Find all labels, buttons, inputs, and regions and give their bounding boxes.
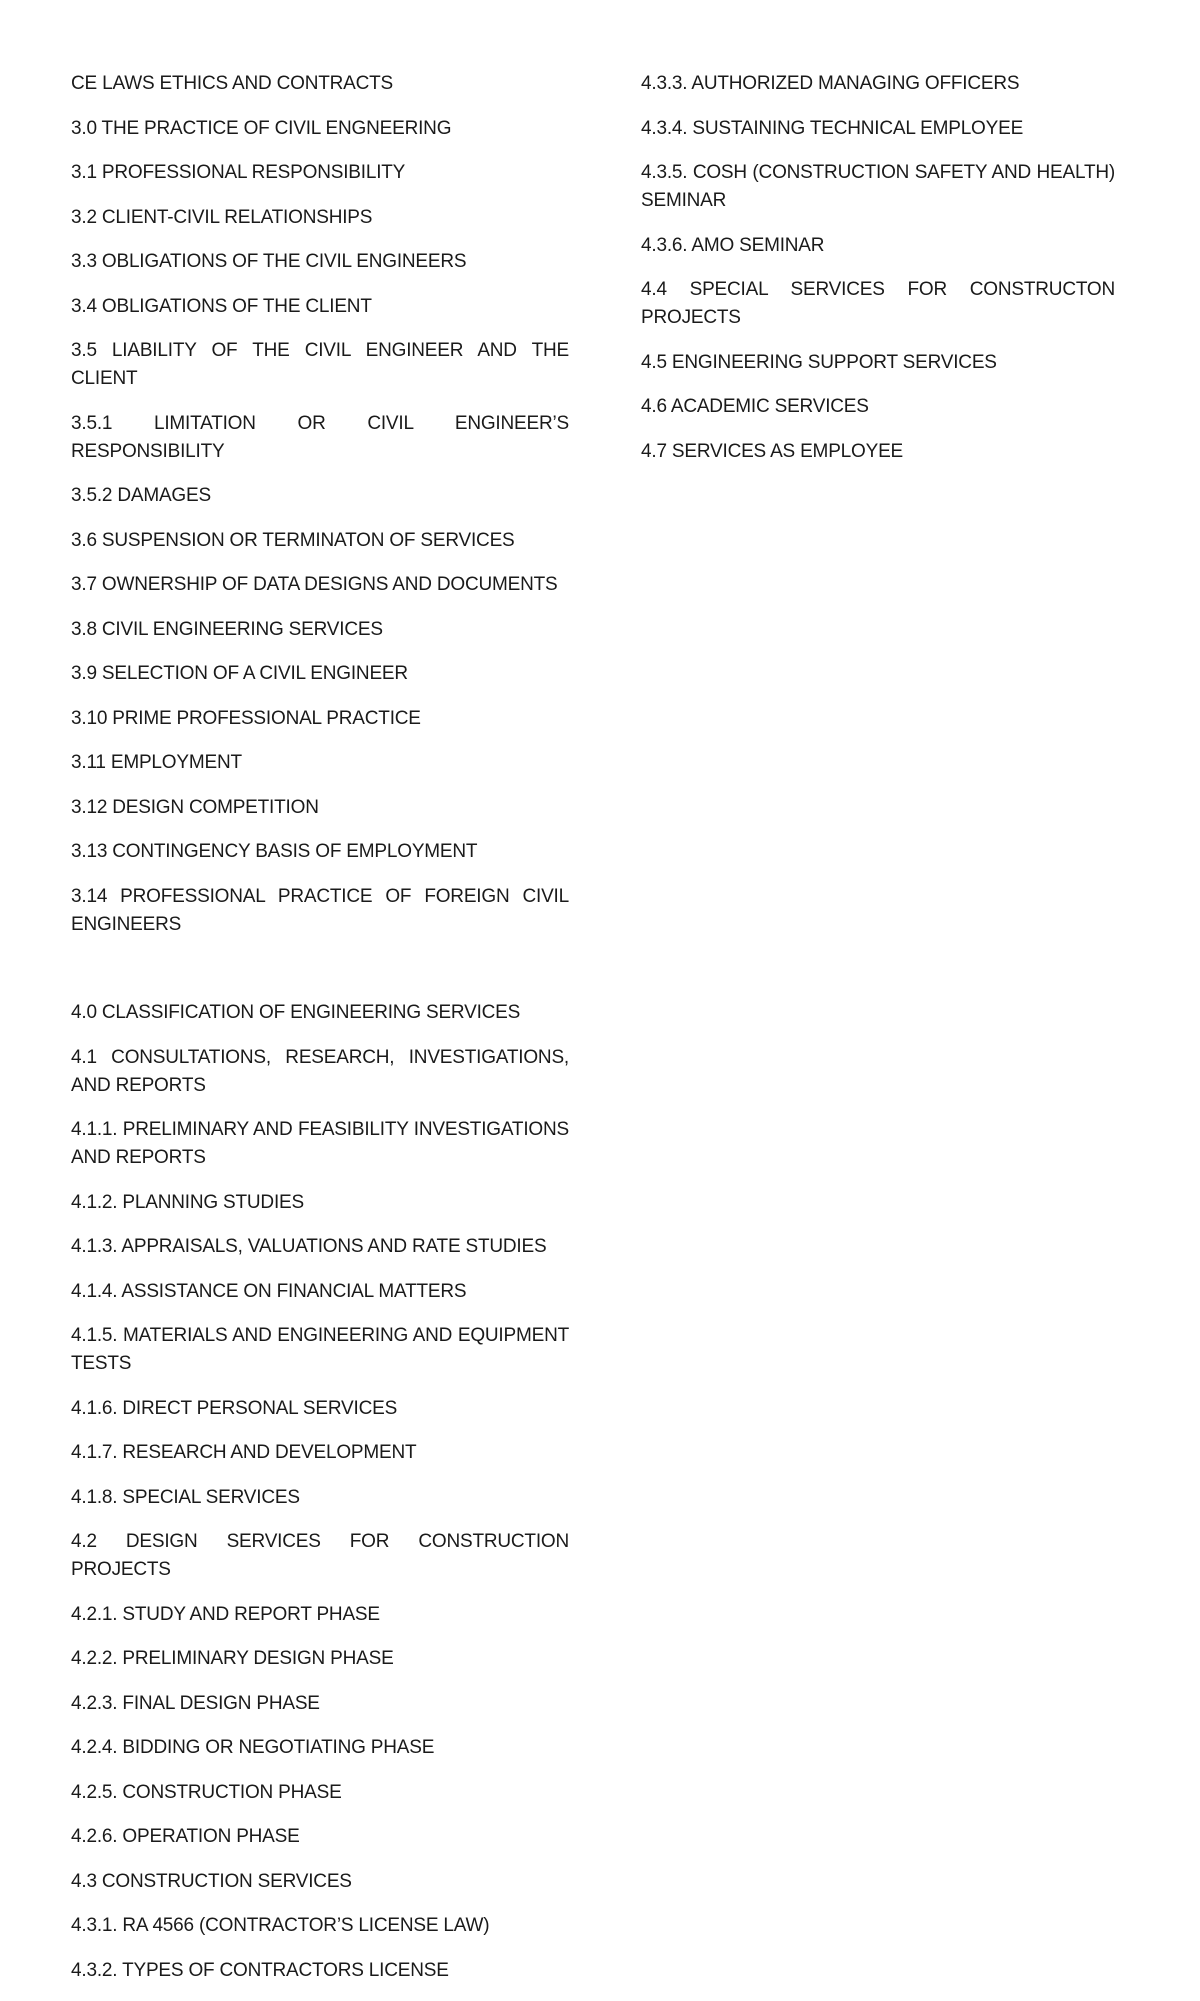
section-spacer [71, 955, 569, 999]
outline-item: 4.7 SERVICES AS EMPLOYEE [641, 440, 904, 462]
outline-item: 3.11 EMPLOYMENT [71, 752, 242, 773]
outline-item: 3.5 LIABILITY OF THE CIVIL ENGINEER AND THE CLIENT [71, 340, 569, 389]
outline-item: 3.0 THE PRACTICE OF CIVIL ENGNEERING [71, 117, 452, 139]
outline-item: 3.2 CLIENT-CIVIL RELATIONSHIPS [71, 206, 373, 228]
outline-item: 4.2.3. FINAL DESIGN PHASE [71, 1692, 320, 1714]
section-4-outline [71, 999, 569, 1985]
outline-item: 3.4 OBLIGATIONS OF THE CLIENT [71, 295, 372, 317]
outline-item: 4.1 CONSULTATIONS, RESEARCH, INVESTIGATIONS, AND REPORTS [71, 1046, 569, 1096]
outline-item: 3.10 PRIME PROFESSIONAL PRACTICE [71, 707, 421, 729]
left-column [71, 70, 569, 2001]
outline-item: 3.5.1 LIMITATION OR CIVIL ENGINEER’S RESPONSIBILITY [71, 412, 569, 462]
outline-item: 4.3.1. RA 4566 (CONTRACTOR’S LICENSE LAW) [71, 1915, 490, 1936]
outline-item: 4.2.4. BIDDING OR NEGOTIATING PHASE [71, 1737, 435, 1758]
outline-item: 4.2 DESIGN SERVICES FOR CONSTRUCTION PROJECTS [71, 1531, 569, 1580]
outline-item: 4.2.5. CONSTRUCTION PHASE [71, 1781, 342, 1803]
outline-item: 4.1.4. ASSISTANCE ON FINANCIAL MATTERS [71, 1280, 467, 1302]
outline-item: 4.3.3. AUTHORIZED MANAGING OFFICERS [641, 73, 1020, 94]
outline-item: 4.6 ACADEMIC SERVICES [641, 396, 869, 417]
outline-item: 3.7 OWNERSHIP OF DATA DESIGNS AND DOCUMENTS [71, 574, 558, 595]
outline-item: 4.3.5. COSH (CONSTRUCTION SAFETY AND HEALTH) SEMINAR [641, 162, 1115, 211]
outline-item: 3.13 CONTINGENCY BASIS OF EMPLOYMENT [71, 841, 478, 862]
outline-item: 4.1.3. APPRAISALS, VALUATIONS AND RATE STUDIES [71, 1236, 547, 1257]
outline-item: 4.2.1. STUDY AND REPORT PHASE [71, 1603, 380, 1625]
outline-item: 4.2.6. OPERATION PHASE [71, 1826, 300, 1847]
outline-item: 3.9 SELECTION OF A CIVIL ENGINEER [71, 663, 408, 684]
outline-item: 3.12 DESIGN COMPETITION [71, 796, 319, 818]
outline-item: 4.1.1. PRELIMINARY AND FEASIBILITY INVESTIGATIONS AND REPORTS [71, 1119, 569, 1168]
outline-item: 3.14 PROFESSIONAL PRACTICE OF FOREIGN CIVIL ENGINEERS [71, 885, 569, 935]
outline-item: 4.1.7. RESEARCH AND DEVELOPMENT [71, 1442, 417, 1463]
outline-item: 4.4 SPECIAL SERVICES FOR CONSTRUCTON PROJECTS [641, 279, 1115, 328]
outline-item: 4.1.5. MATERIALS AND ENGINEERING AND EQUIPMENT TESTS [71, 1325, 569, 1374]
outline-item: 4.3.6. AMO SEMINAR [641, 234, 825, 256]
outline-item: 3.6 SUSPENSION OR TERMINATON OF SERVICES [71, 529, 515, 551]
outline-item: 4.3.2. TYPES OF CONTRACTORS LICENSE [71, 1959, 449, 1981]
outline-item: 3.8 CIVIL ENGINEERING SERVICES [71, 618, 383, 640]
section-3-outline [71, 70, 569, 939]
outline-item: 4.3.4. SUSTAINING TECHNICAL EMPLOYEE [641, 117, 1024, 139]
outline-item: CE LAWS ETHICS AND CONTRACTS [71, 73, 394, 94]
outline-item: 3.3 OBLIGATIONS OF THE CIVIL ENGINEERS [71, 251, 467, 272]
outline-item: 3.1 PROFESSIONAL RESPONSIBILITY [71, 162, 406, 183]
outline-item: 4.0 CLASSIFICATION OF ENGINEERING SERVICES [71, 1002, 521, 1023]
right-column [641, 70, 1115, 482]
outline-item: 3.5.2 DAMAGES [71, 485, 211, 506]
outline-item: 4.1.8. SPECIAL SERVICES [71, 1486, 300, 1508]
outline-item: 4.2.2. PRELIMINARY DESIGN PHASE [71, 1648, 394, 1669]
outline-item: 4.1.6. DIRECT PERSONAL SERVICES [71, 1397, 398, 1419]
outline-item: 4.1.2. PLANNING STUDIES [71, 1191, 304, 1213]
section-4-continued-outline [641, 70, 1115, 466]
outline-item: 4.5 ENGINEERING SUPPORT SERVICES [641, 351, 997, 373]
outline-item: 4.3 CONSTRUCTION SERVICES [71, 1870, 352, 1892]
